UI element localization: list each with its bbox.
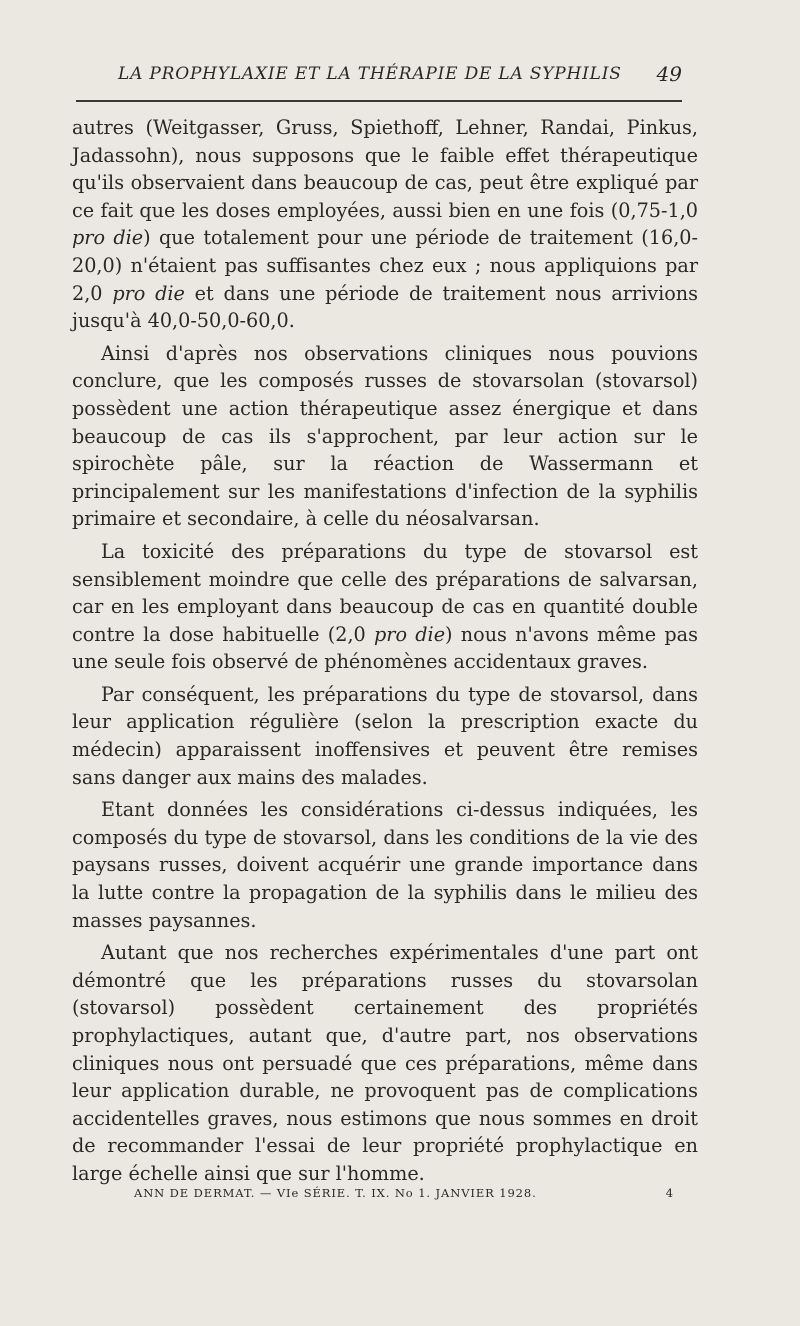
- paragraph: [72, 538, 698, 676]
- text-run: Ainsi d'après nos observations cliniques nous pouvions conclure, que les composés russes de stovarsolan (stovarsol) possèdent une action thérapeutique assez énergique et dans beaucoup de cas ils s'approchent, par leur action sur le spirochète pâle, sur la réaction de Wassermann et principalement sur les manifestations d'infection de la syphilis primaire et secondaire, à celle du néosalvarsan.: [72, 341, 698, 531]
- header-rule: [76, 100, 682, 102]
- text-run: ) nous n'avons même pas une seule fois observé de phénomènes accidentaux graves.: [72, 622, 698, 674]
- paragraph: [72, 939, 698, 1187]
- text-run: La toxicité des préparations du type de stovarsol est sensiblement moindre que celle des préparations de salvarsan, car en les employant dans beaucoup de cas en quantité double contre la dose habituelle (2,0: [72, 539, 698, 646]
- paragraph: [72, 114, 698, 335]
- paragraph: [72, 796, 698, 934]
- paragraph: [72, 340, 698, 533]
- page-footer: [134, 1186, 674, 1200]
- text-run: Par conséquent, les préparations du type de stovarsol, dans leur application régulière (selon la prescription exacte du médecin) apparaissent inoffensives et peuvent être remises sans danger aux mains des malades.: [72, 682, 698, 789]
- text-run: Etant données les considérations ci-dessus indiquées, les composés du type de stovarsol, dans les conditions de la vie des paysans russes, doivent acquérir une grande importance dans la lutte contre la propagation de la syphilis dans le milieu des masses paysannes.: [72, 798, 698, 932]
- footer-citation: ANN DE DERMAT. — VIe SÉRIE. T. IX. No 1. JANVIER 1928.: [134, 1186, 537, 1200]
- footer-sheet-number: 4: [665, 1186, 674, 1200]
- italic-term: pro die: [72, 226, 144, 250]
- text-run: ) que totalement pour une période de traitement (16,0-20,0) n'étaient pas suffisantes chez eux ; nous appliquions par 2,0: [72, 226, 698, 305]
- page-number: 49: [656, 62, 682, 86]
- text-run: et dans une période de traitement nous arrivions jusqu'à 40,0-50,0-60,0.: [72, 281, 698, 333]
- italic-term: pro die: [112, 281, 185, 305]
- text-run: Autant que nos recherches expérimentales d'une part ont démontré que les préparations russes du stovarsolan (stovarsol) possèdent certainement des propriétés prophylactiques, autant que, d'autre part, nos observations cliniques nous ont persuadé que ces préparations, même dans leur application durable, ne provoquent pas de complications accidentelles graves, nous estimons que nous sommes en droit de recommander l'essai de leur propriété prophylactique en large échelle ainsi que sur l'homme.: [72, 941, 698, 1185]
- body-text: [72, 114, 698, 1193]
- running-title: LA PROPHYLAXIE ET LA THÉRAPIE DE LA SYPHILIS: [118, 64, 622, 84]
- italic-term: pro die: [374, 622, 446, 646]
- text-run: autres (Weitgasser, Gruss, Spiethoff, Lehner, Randai, Pinkus, Jadassohn), nous supposons que le faible effet thérapeutique qu'ils observaient dans beaucoup de cas, peut être expliqué par ce fait que les doses employées, aussi bien en une fois (0,75-1,0: [72, 116, 698, 222]
- page-header: [72, 58, 686, 92]
- paragraph: [72, 681, 698, 791]
